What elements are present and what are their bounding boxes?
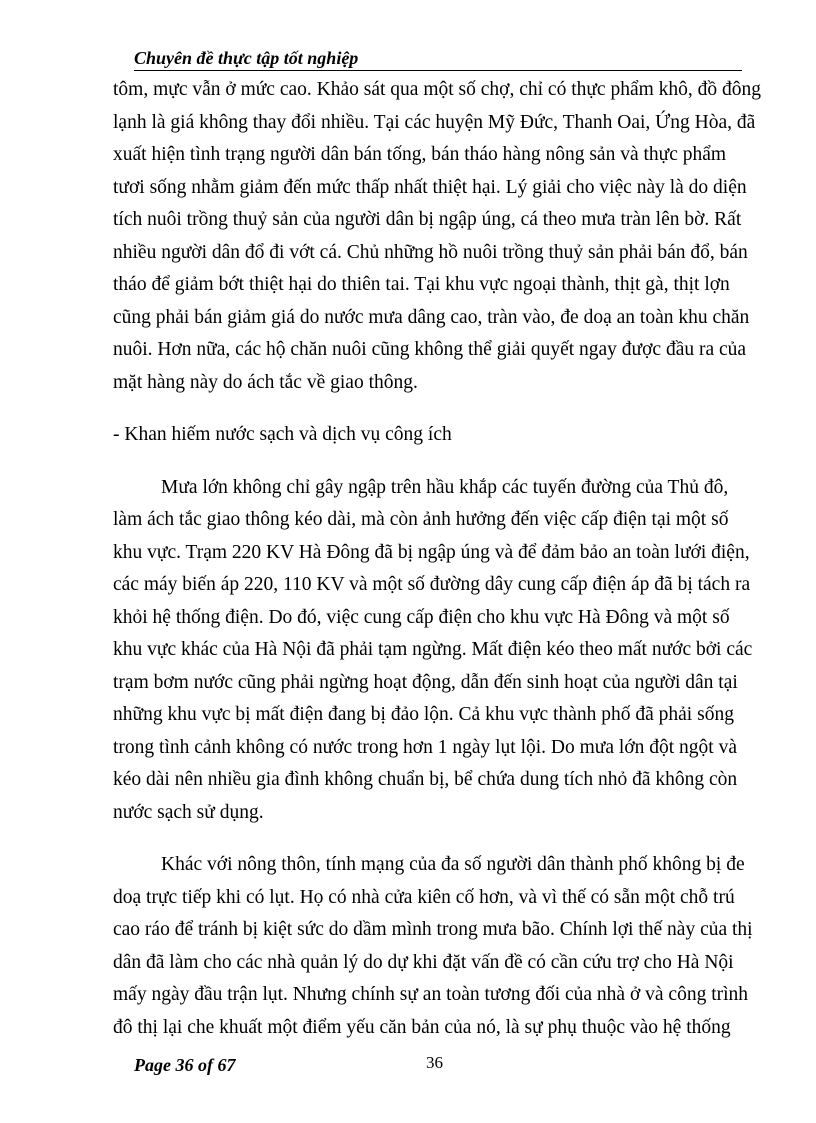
- text-line: các máy biến áp 220, 110 KV và một số đường dây cung cấp điện áp đã bị tách ra: [113, 574, 751, 595]
- text-line: nhiều người dân đổ đi vớt cá. Chủ những hồ nuôi trồng thuỷ sản phải bán đổ, bán: [113, 241, 748, 263]
- text-line: cũng phải bán giảm giá do nước mưa dâng cao, tràn vào, đe doạ an toàn khu chăn: [113, 306, 750, 328]
- footer-page-number: 36: [426, 1053, 443, 1072]
- text-line: tươi sống nhằm giảm đến mức thấp nhất thiệt hại. Lý giải cho việc này là do diện: [113, 176, 747, 198]
- text-line: khu vực. Trạm 220 KV Hà Đông đã bị ngập úng và để đảm bảo an toàn lưới điện,: [113, 541, 750, 563]
- spacer: [113, 399, 755, 419]
- header-title: Chuyên đề thực tập tốt nghiệp: [134, 48, 359, 68]
- spacer: [113, 829, 755, 849]
- text-line: dân đã làm cho các nhà quản lý do dự khi đặt vấn đề có cần cứu trợ cho Hà Nội: [113, 951, 734, 973]
- document-body: [113, 74, 762, 1044]
- page-header: [134, 48, 742, 71]
- text-line: nước sạch sử dụng.: [113, 801, 264, 823]
- paragraph-1: [113, 74, 762, 399]
- text-line: tích nuôi trồng thuỷ sản của người dân bị ngập úng, cá theo mưa tràn lên bờ. Rất: [113, 209, 742, 230]
- text-line: làm ách tắc giao thông kéo dài, mà còn ảnh hưởng đến việc cấp điện tại một số: [113, 509, 729, 530]
- text-line: lạnh là giá không thay đổi nhiều. Tại các huyện Mỹ Đức, Thanh Oai, Ứng Hòa, đã: [113, 111, 756, 133]
- text-line: trạm bơm nước cũng phải ngừng hoạt động, dẫn đến sinh hoạt của người dân tại: [113, 671, 738, 693]
- text-line: khu vực khác của Hà Nội đã phải tạm ngừng. Mất điện kéo theo mất nước bởi các: [113, 639, 753, 660]
- bullet-heading: - Khan hiếm nước sạch và dịch vụ công ích: [113, 424, 452, 445]
- text-line: doạ trực tiếp khi có lụt. Họ có nhà cửa kiên cố hơn, và vì thế có sẵn một chỗ trú: [113, 886, 735, 908]
- text-line: khỏi hệ thống điện. Do đó, việc cung cấp điện cho khu vực Hà Đông và một số: [113, 606, 730, 628]
- text-line: Khác với nông thôn, tính mạng của đa số người dân thành phố không bị đe: [161, 854, 745, 875]
- footer-page-label: Page 36 of 67: [134, 1055, 236, 1075]
- text-line: xuất hiện tình trạng người dân bán tống, bán tháo hàng nông sản và thực phẩm: [113, 144, 727, 165]
- text-line: cao ráo để tránh bị kiệt sức do dầm mình trong mưa bão. Chính lợi thế này của thị: [113, 919, 753, 940]
- text-line: mấy ngày đầu trận lụt. Nhưng chính sự an toàn tương đối của nhà ở và công trình: [113, 984, 749, 1005]
- text-line: Mưa lớn không chỉ gây ngập trên hầu khắp các tuyến đường của Thủ đô,: [161, 476, 729, 498]
- text-line: trong tình cảnh không có nước trong hơn 1 ngày lụt lội. Do mưa lớn đột ngột và: [113, 736, 737, 758]
- text-line: nuôi. Hơn nữa, các hộ chăn nuôi cũng không thể giải quyết ngay được đầu ra của: [113, 339, 747, 360]
- text-line: mặt hàng này do ách tắc về giao thông.: [113, 371, 418, 393]
- paragraph-2: [113, 472, 755, 830]
- spacer: [113, 452, 755, 472]
- paragraph-3: [113, 849, 755, 1044]
- text-line: những khu vực bị mất điện đang bị đảo lộn. Cả khu vực thành phố đã phải sống: [113, 704, 734, 725]
- text-line: đô thị lại che khuất một điểm yếu căn bản của nó, là sự phụ thuộc vào hệ thống: [113, 1016, 731, 1038]
- text-line: kéo dài nên nhiều gia đình không chuẩn bị, bể chứa dung tích nhỏ đã không còn: [113, 769, 738, 790]
- text-line: tôm, mực vẫn ở mức cao. Khảo sát qua một số chợ, chỉ có thực phẩm khô, đồ đông: [113, 79, 762, 100]
- text-line: tháo để giảm bớt thiệt hại do thiên tai. Tại khu vực ngoại thành, thịt gà, thịt lợn: [113, 274, 730, 295]
